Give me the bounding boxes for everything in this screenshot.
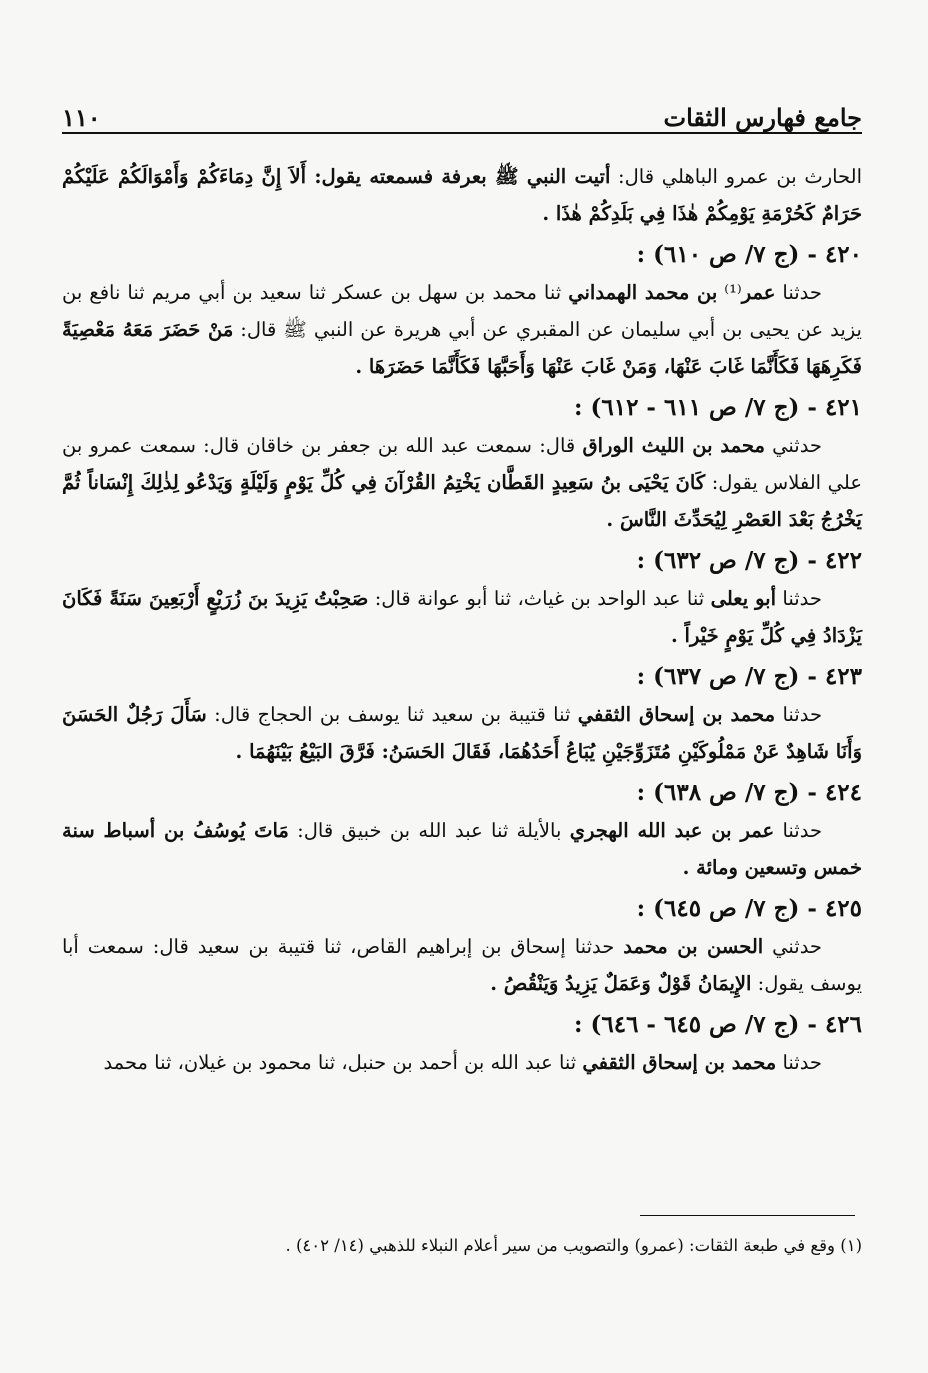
bold-text: الإِيمَانُ قَوْلٌ وَعَمَلٌ يَزِيدُ وَيَنْقُصُ . xyxy=(490,972,752,995)
entry-text xyxy=(62,580,862,654)
bold-text: أبو يعلى xyxy=(710,587,777,610)
bold-text: كَانَ يَحْيَى بنُ سَعِيدٍ القَطَّان يَخْتِمُ القُرْآنَ فِي كُلِّ يَوْمٍ وَلَيْلَةٍ وَيَدْعُو لِذٰلِكَ إِنْسَاناً ثُمَّ يَخْرُجُ بَعْدَ العَصْرِ لِيُحَدِّثَ النَّاسَ . xyxy=(62,471,862,531)
text: حدثنا xyxy=(776,1051,822,1074)
page-header xyxy=(62,92,862,132)
text: بالأيلة ثنا عبد الله بن خبيق قال: xyxy=(288,819,570,842)
hadith-entry xyxy=(62,542,862,654)
text: ⁽¹⁾ xyxy=(717,281,742,304)
bold-text: محمد بن إسحاق الثقفي xyxy=(577,703,776,726)
hadith-entry xyxy=(62,774,862,886)
bold-text: مَنْ حَضَرَ مَعَهُ مَعْصِيَةً فَكَرِهَهَا فَكَأَنَّمَا غَابَ عَنْهَا، وَمَنْ غَابَ عَنْهَا وَأَحَبَّهَا فَكَأَنَّمَا حَضَرَهَا . xyxy=(62,318,862,378)
footnote: (١) وقع في طبعة الثقات: (عمرو) والتصويب من سير أعلام النبلاء للذهبي (١٤/ ٤٠٢) . xyxy=(285,1236,862,1255)
hadith-entry xyxy=(62,389,862,538)
entry-heading: ٤٢٠ - (ج ٧/ ص ٦١٠) : xyxy=(636,241,862,268)
bold-text: صَحِبْتُ يَزِيدَ بنَ زُرَيْعٍ أَرْبَعِينَ سَنَةً فَكَانَ يَزْدَادُ فِي كُلِّ يَوْمٍ خَيْراً . xyxy=(62,587,862,647)
bold-text: الحسن بن محمد xyxy=(623,935,764,958)
text: حدثنا xyxy=(775,281,822,304)
book-title: جامع فهارس الثقات xyxy=(663,103,862,132)
text: الحارث بن عمرو الباهلي قال: xyxy=(610,165,862,188)
entry-text xyxy=(62,427,862,538)
entry-text xyxy=(62,1044,862,1081)
bold-text: مَاتَ يُوسُفُ بن أسباط سنة خمس وتسعين ومائة . xyxy=(62,819,862,879)
hadith-entry xyxy=(62,890,862,1002)
bold-text: عمر بن عبد الله الهجري xyxy=(569,819,775,842)
text: ثنا محمد بن سهل بن عسكر ثنا سعيد بن أبي مريم ثنا نافع بن يزيد عن يحيى بن أبي سليمان عن المقبري عن أبي هريرة عن النبي ﷺ قال: xyxy=(62,281,862,341)
entry-heading: ٤٢٦ - (ج ٧/ ص ٦٤٥ - ٦٤٦) : xyxy=(573,1011,862,1038)
bold-text: سَأَلَ رَجُلٌ الحَسَنَ وَأَنَا شَاهِدٌ عَنْ مَمْلُوكَيْنِ مُتَزَوِّجَيْنِ يُبَاعُ أَحَدُهُمَا، فَقَالَ الحَسَنُ: فَرَّقَ البَيْعُ بَيْنَهُمَا . xyxy=(62,703,862,763)
entry-heading: ٤٢٥ - (ج ٧/ ص ٦٤٥) : xyxy=(636,895,862,922)
text: حدثني xyxy=(763,935,822,958)
entry-heading: ٤٢٣ - (ج ٧/ ص ٦٣٧) : xyxy=(636,663,862,690)
hadith-entry xyxy=(62,658,862,770)
bold-text: عمر xyxy=(741,281,776,304)
hadith-entry xyxy=(62,158,862,232)
text: حدثنا إسحاق بن إبراهيم القاص، ثنا قتيبة بن سعيد قال: سمعت أبا يوسف يقول: xyxy=(62,935,862,995)
text: حدثنا xyxy=(775,703,822,726)
text: حدثني xyxy=(764,434,822,457)
entry-text xyxy=(62,158,862,232)
text: قال: سمعت عبد الله بن جعفر بن خاقان قال: سمعت عمرو بن علي الفلاس يقول: xyxy=(62,434,862,494)
entry-heading: ٤٢٤ - (ج ٧/ ص ٦٣٨) : xyxy=(636,779,862,806)
entry-text xyxy=(62,274,862,385)
entry-text xyxy=(62,696,862,770)
text: ثنا عبد الواحد بن غياث، ثنا أبو عوانة قال: xyxy=(368,587,711,610)
entry-heading: ٤٢١ - (ج ٧/ ص ٦١١ - ٦١٢) : xyxy=(573,394,862,421)
document-body xyxy=(62,158,862,1081)
bold-text: محمد بن إسحاق الثقفي xyxy=(582,1051,777,1074)
hadith-entry xyxy=(62,236,862,385)
footnote-rule xyxy=(640,1215,855,1216)
text: ثنا قتيبة بن سعيد ثنا يوسف بن الحجاج قال: xyxy=(206,703,578,726)
header-rule xyxy=(62,132,862,134)
text: ثنا عبد الله بن أحمد بن حنبل، ثنا محمود بن غيلان، ثنا محمد xyxy=(103,1051,583,1074)
page-number: ١١٠ xyxy=(62,103,101,132)
entry-heading: ٤٢٢ - (ج ٧/ ص ٦٣٢) : xyxy=(636,547,862,574)
hadith-entry xyxy=(62,1006,862,1081)
bold-text: محمد بن الليث الوراق xyxy=(582,434,765,457)
bold-text: أتيت النبي ﷺ بعرفة فسمعته يقول: أَلاَ إِنَّ دِمَاءَكُمْ وَأَمْوَالَكُمْ عَلَيْكُمْ حَرَامٌ كَحُرْمَةِ يَوْمِكُمْ هٰذَا فِي بَلَدِكُمْ هٰذَا . xyxy=(62,165,862,225)
bold-text: بن محمد الهمداني xyxy=(568,281,718,304)
entry-text xyxy=(62,928,862,1002)
text: حدثنا xyxy=(776,587,822,610)
entry-text xyxy=(62,812,862,886)
text: حدثنا xyxy=(774,819,822,842)
